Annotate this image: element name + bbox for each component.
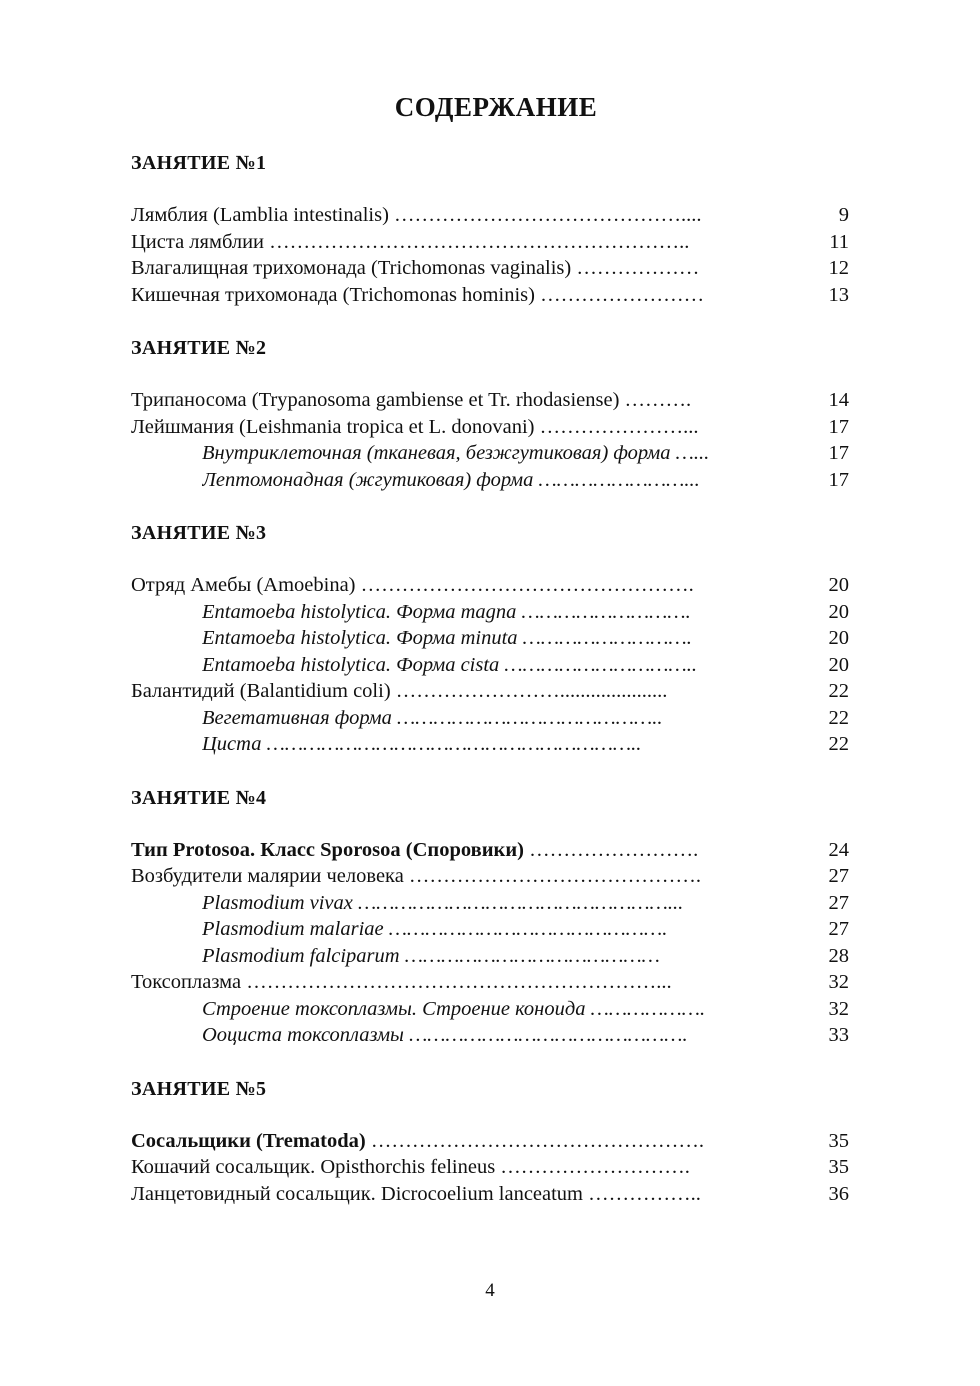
section-heading: ЗАНЯТИЕ №4 <box>131 786 267 809</box>
dot-leader: …………….. <box>583 1182 701 1205</box>
toc-entry-text <box>202 916 667 943</box>
toc-entry-page: 22 <box>828 680 849 702</box>
toc-section <box>131 785 861 1049</box>
toc-entry <box>131 1154 861 1181</box>
toc-entry <box>131 731 861 758</box>
toc-entry <box>131 943 861 970</box>
toc-entry-label: Циста <box>202 733 262 755</box>
toc-entry-text <box>131 1128 704 1155</box>
toc-entry-text <box>131 572 694 599</box>
toc-entry <box>131 969 861 996</box>
toc-entry-label: Тип Protosoa. Класс Sporosoa (Споровики) <box>131 838 524 861</box>
toc-entry <box>131 599 861 626</box>
toc-entry-label: Строение токсоплазмы. Строение коноида <box>202 997 586 1020</box>
toc-section <box>131 1076 861 1208</box>
toc-entry-text <box>202 440 709 467</box>
page-number: 4 <box>485 1280 495 1301</box>
toc-entry <box>131 467 861 494</box>
toc-entry-text <box>202 625 692 652</box>
toc-entry-label: Токсоплазма <box>131 971 242 993</box>
table-of-contents <box>131 150 861 1234</box>
dot-leader: …………………… <box>534 283 705 306</box>
toc-entry-page: 17 <box>828 442 849 464</box>
toc-entry-text <box>202 599 691 626</box>
toc-entry-label: Кишечная трихомонада (Trichomonas hominis) <box>131 283 535 306</box>
dot-leader: ……………………………………………... <box>352 891 684 914</box>
dot-leader: …………………………………………. <box>365 1129 704 1152</box>
toc-entry <box>131 890 861 917</box>
dot-leader: ……………………………………………………... <box>241 971 672 993</box>
toc-entry-text <box>131 837 698 864</box>
toc-entry-page: 24 <box>828 838 849 861</box>
toc-entry-text <box>202 996 705 1023</box>
toc-entry-text <box>202 652 697 679</box>
toc-entry <box>131 996 861 1023</box>
toc-section <box>131 520 861 758</box>
toc-entry-label: Вегетативная форма <box>202 706 392 729</box>
section-heading: ЗАНЯТИЕ №3 <box>131 522 267 544</box>
toc-entry <box>131 1181 861 1208</box>
toc-entry-page: 22 <box>828 706 849 729</box>
dot-leader: …………………………………….. <box>391 706 663 729</box>
toc-entry-page: 32 <box>828 997 849 1020</box>
toc-entry-text <box>131 969 672 996</box>
toc-entry-page: 27 <box>828 891 849 914</box>
dot-leader: …………………………………………. <box>355 574 694 596</box>
toc-entry <box>131 652 861 679</box>
toc-entry <box>131 202 861 229</box>
toc-entry-page: 33 <box>828 1024 849 1046</box>
toc-entry-text <box>202 731 641 758</box>
toc-entry-label: Циста лямблии <box>131 230 265 253</box>
dot-leader: ……………………………………. <box>403 865 702 887</box>
toc-entry <box>131 1128 861 1155</box>
dot-leader: ………………………. <box>516 600 691 623</box>
toc-entry-page: 13 <box>828 283 849 306</box>
toc-entry-label: Кошачий сосальщик. Opisthorchis felineus <box>131 1156 496 1178</box>
dot-leader: …………………………………… <box>399 944 660 967</box>
toc-entry-label: Возбудители малярии человека <box>131 865 404 887</box>
toc-entry-label: Ооциста токсоплазмы <box>202 1024 404 1046</box>
toc-entry-label: Лептомонадная (жгутиковая) форма <box>202 468 534 491</box>
toc-entry-text <box>202 943 660 970</box>
page-title: СОДЕРЖАНИЕ <box>394 92 598 122</box>
toc-entry-page: 36 <box>828 1182 849 1205</box>
toc-entry <box>131 625 861 652</box>
toc-entry-text <box>202 467 700 494</box>
section-heading: ЗАНЯТИЕ №5 <box>131 1077 267 1100</box>
toc-entry-text <box>131 282 704 309</box>
toc-entry <box>131 387 861 414</box>
toc-entry-text <box>131 202 702 229</box>
dot-leader: ……………………. <box>523 838 699 861</box>
toc-entry-page: 28 <box>828 944 849 967</box>
toc-entry-label: Ланцетовидный сосальщик. Dicrocoelium lanceatum <box>131 1182 584 1205</box>
dot-leader: ……………… <box>571 257 700 279</box>
toc-entry <box>131 255 861 282</box>
toc-entry <box>131 229 861 256</box>
toc-entry-page: 27 <box>828 865 849 887</box>
toc-entry-page: 14 <box>828 389 849 411</box>
dot-leader: ………………………………………. <box>383 918 668 940</box>
dot-leader: ………………………. <box>517 627 692 649</box>
toc-entry-label: Трипаносома (Trypanosoma gambiense et Tr. rhodasiense) <box>131 389 620 411</box>
dot-leader: ……………………..................... <box>390 680 668 702</box>
dot-leader: ………………. <box>585 997 706 1020</box>
dot-leader: ………………………….. <box>499 653 697 676</box>
toc-entry-label: Plasmodium falciparum <box>202 944 400 967</box>
toc-entry-label: Сосальщики (Trematoda) <box>131 1129 366 1152</box>
toc-entry <box>131 572 861 599</box>
toc-entry-text <box>131 387 691 414</box>
toc-entry-text <box>131 414 698 441</box>
toc-section <box>131 335 861 493</box>
dot-leader: …………………………………….... <box>388 204 702 226</box>
toc-entry-label: Балантидий (Balantidium coli) <box>131 680 391 702</box>
toc-entry <box>131 414 861 441</box>
toc-entry-text <box>131 255 699 282</box>
toc-entry-label: Внутриклеточная (тканевая, безжгутиковая) форма <box>202 442 671 464</box>
dot-leader: …………………………………………………….. <box>264 230 690 253</box>
toc-entry-text <box>131 1181 701 1208</box>
toc-entry <box>131 705 861 732</box>
dot-leader: …………………………………………………….. <box>261 733 642 755</box>
section-heading: ЗАНЯТИЕ №1 <box>131 152 267 174</box>
toc-entry-text <box>131 678 667 705</box>
toc-entry-page: 32 <box>828 971 849 993</box>
toc-entry-page: 20 <box>828 600 849 623</box>
toc-entry-page: 22 <box>828 733 849 755</box>
toc-entry-label: Entamoeba histolytica. Форма magna <box>202 600 517 623</box>
dot-leader: ………………………. <box>495 1156 690 1178</box>
toc-entry-label: Влагалищная трихомонада (Trichomonas vaginalis) <box>131 257 572 279</box>
toc-entry-label: Entamoeba histolytica. Форма cista <box>202 653 500 676</box>
toc-entry-page: 17 <box>828 415 849 438</box>
toc-entry-page: 20 <box>828 653 849 676</box>
toc-entry-page: 20 <box>828 574 849 596</box>
dot-leader: …………………... <box>534 415 699 438</box>
toc-entry-text <box>202 890 683 917</box>
dot-leader: ………………………………………. <box>403 1024 688 1046</box>
toc-entry-label: Entamoeba histolytica. Форма minuta <box>202 627 518 649</box>
toc-entry-page: 35 <box>828 1129 849 1152</box>
toc-entry-text <box>202 705 662 732</box>
dot-leader: ………. <box>619 389 692 411</box>
toc-entry-page: 9 <box>838 204 849 226</box>
toc-entry-page: 20 <box>828 627 849 649</box>
toc-entry <box>131 282 861 309</box>
toc-entry-label: Plasmodium malariae <box>202 918 384 940</box>
toc-entry <box>131 440 861 467</box>
toc-entry <box>131 916 861 943</box>
toc-entry-page: 12 <box>828 257 849 279</box>
toc-entry-label: Лейшмания (Leishmania tropica et L. donovani) <box>131 415 535 438</box>
toc-entry-text <box>131 863 701 890</box>
toc-entry-text <box>131 1154 690 1181</box>
toc-entry-label: Plasmodium vivax <box>202 891 353 914</box>
toc-entry <box>131 863 861 890</box>
toc-entry <box>131 837 861 864</box>
toc-entry-page: 27 <box>828 918 849 940</box>
toc-entry-text <box>131 229 689 256</box>
toc-section <box>131 150 861 308</box>
toc-entry-text <box>202 1022 688 1049</box>
toc-entry-page: 11 <box>829 230 849 253</box>
dot-leader: ……………………... <box>533 468 700 491</box>
toc-entry <box>131 678 861 705</box>
section-heading: ЗАНЯТИЕ №2 <box>131 337 267 359</box>
toc-entry-label: Отряд Амебы (Amoebina) <box>131 574 356 596</box>
toc-entry-label: Лямблия (Lamblia intestinalis) <box>131 204 389 226</box>
toc-entry-page: 17 <box>828 468 849 491</box>
toc-entry-page: 35 <box>828 1156 849 1178</box>
toc-entry <box>131 1022 861 1049</box>
dot-leader: …... <box>670 442 710 464</box>
